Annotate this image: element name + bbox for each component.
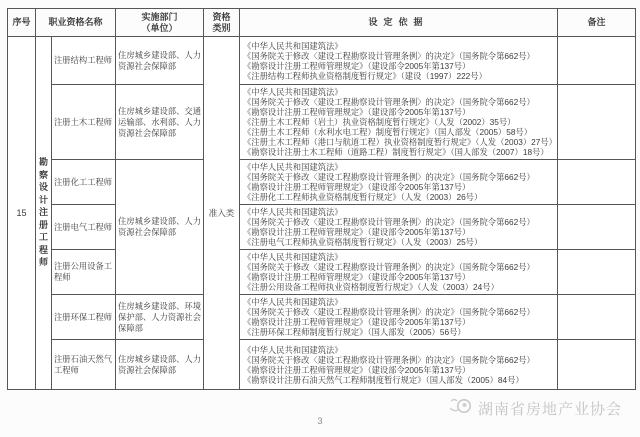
implementing-dept: 住房城乡建设部、交通运输部、水利部、人力资源社会保障部 — [116, 85, 204, 160]
table-row — [8, 250, 636, 295]
legal-basis: 《中华人民共和国建筑法》 《国务院关于修改〈建设工程勘察设计管理条例〉的决定》（国务院令第662号） 《勘察设计注册工程师管理规定》（建设部令2005年第137号） 《注册公用设备工程师执业资格制度暂行规定》（人发（2003）24号） — [240, 250, 558, 295]
note-cell — [558, 340, 636, 390]
table-row — [8, 85, 636, 160]
qualification-name: 注册石油天然气工程师 — [52, 340, 116, 390]
qualification-name: 注册结构工程师 — [52, 37, 116, 85]
qualification-name: 注册化工工程师 — [52, 160, 116, 205]
qualification-name: 注册环保工程师 — [52, 295, 116, 340]
note-cell — [558, 37, 636, 85]
group-label-cell — [36, 37, 52, 390]
watermark-text: 湖南省房地产业协会 — [477, 401, 622, 418]
qualification-name: 注册公用设备工程师 — [52, 250, 116, 295]
table-row — [8, 160, 636, 205]
header-seq: 序号 — [8, 9, 36, 37]
implementing-dept: 住房城乡建设部、人力资源社会保障部 — [116, 37, 204, 85]
header-name: 职业资格名称 — [36, 9, 116, 37]
header-basis: 设定依据 — [240, 9, 558, 37]
qualification-table — [7, 8, 636, 390]
header-note: 备注 — [558, 9, 636, 37]
table-row — [8, 205, 636, 250]
note-cell — [558, 160, 636, 205]
legal-basis: 《中华人民共和国建筑法》 《国务院关于修改〈建设工程勘察设计管理条例〉的决定》（国务院令第662号） 《勘察设计注册工程师管理规定》（建设部令2005年第137号） 《勘察设计注册石油天然气工程师制度暂行规定》（国人部发（2005）84号） — [240, 340, 558, 390]
note-cell — [558, 205, 636, 250]
table-row — [8, 295, 636, 340]
implementing-dept: 住房城乡建设部、人力资源社会保障部 — [116, 160, 204, 295]
qualification-name: 注册土木工程师 — [52, 85, 116, 160]
legal-basis: 《中华人民共和国建筑法》 《国务院关于修改〈建设工程勘察设计管理条例〉的决定》（国务院令第662号） 《勘察设计注册工程师管理规定》（建设部令2005年第137号） 《注册环保工程师制度暂行规定》（国人部发（2005）56号） — [240, 295, 558, 340]
legal-basis: 《中华人民共和国建筑法》 《国务院关于修改〈建设工程勘察设计管理条例〉的决定》（国务院令第662号） 《勘察设计注册工程师管理规定》（建设部令2005年第137号） 《注册结构工程师执业资格制度暂行规定》（建设（1997）222号） — [240, 37, 558, 85]
legal-basis: 《中华人民共和国建筑法》 《国务院关于修改〈建设工程勘察设计管理条例〉的决定》（国务院令第662号） 《勘察设计注册工程师管理规定》（建设部令2005年第137号） 《注册土木工程师（岩土）执业资格制度暂行规定》（人发（2002）35号） 《注册土木工程师（水利水电工程）制度暂行规定》（国人部发（2005）58号） 《注册土木工程师（港口与航道工程）执业资格制度暂行规定》（人发（2003）27号） 《勘察设计注册土木工程师（道路工程）制度暂行规定》（国人部发（2007）18号） — [240, 85, 558, 160]
table-row — [8, 340, 636, 390]
qualification-name: 注册电气工程师 — [52, 205, 116, 250]
legal-basis: 《中华人民共和国建筑法》 《国务院关于修改〈建设工程勘察设计管理条例〉的决定》（国务院令第662号） 《勘察设计注册工程师管理规定》（建设部令2005年第137号） 《注册电气工程师执业资格制度暂行规定》（人发（2003）25号） — [240, 205, 558, 250]
note-cell — [558, 250, 636, 295]
header-dept: 实施部门 （单位） — [116, 9, 204, 37]
page-number: 3 — [317, 416, 323, 427]
group-label: 勘察设计注册工程师 — [38, 157, 48, 267]
note-cell — [558, 85, 636, 160]
implementing-dept: 住房城乡建设部、环境保护部、人力资源社会保障部 — [116, 295, 204, 340]
legal-basis: 《中华人民共和国建筑法》 《国务院关于修改〈建设工程勘察设计管理条例〉的决定》（国务院令第662号） 《勘察设计注册工程师管理规定》（建设部令2005年第137号） 《注册化工工程师执业资格制度暂行规定》（人发（2003）26号） — [240, 160, 558, 205]
table-header-row — [8, 9, 636, 37]
implementing-dept: 住房城乡建设部、人力资源社会保障部 — [116, 340, 204, 390]
seq-number: 15 — [8, 37, 36, 390]
header-category: 资格 类别 — [204, 9, 240, 37]
category-value: 准入类 — [204, 37, 240, 390]
note-cell — [558, 295, 636, 340]
table-row — [8, 37, 636, 85]
